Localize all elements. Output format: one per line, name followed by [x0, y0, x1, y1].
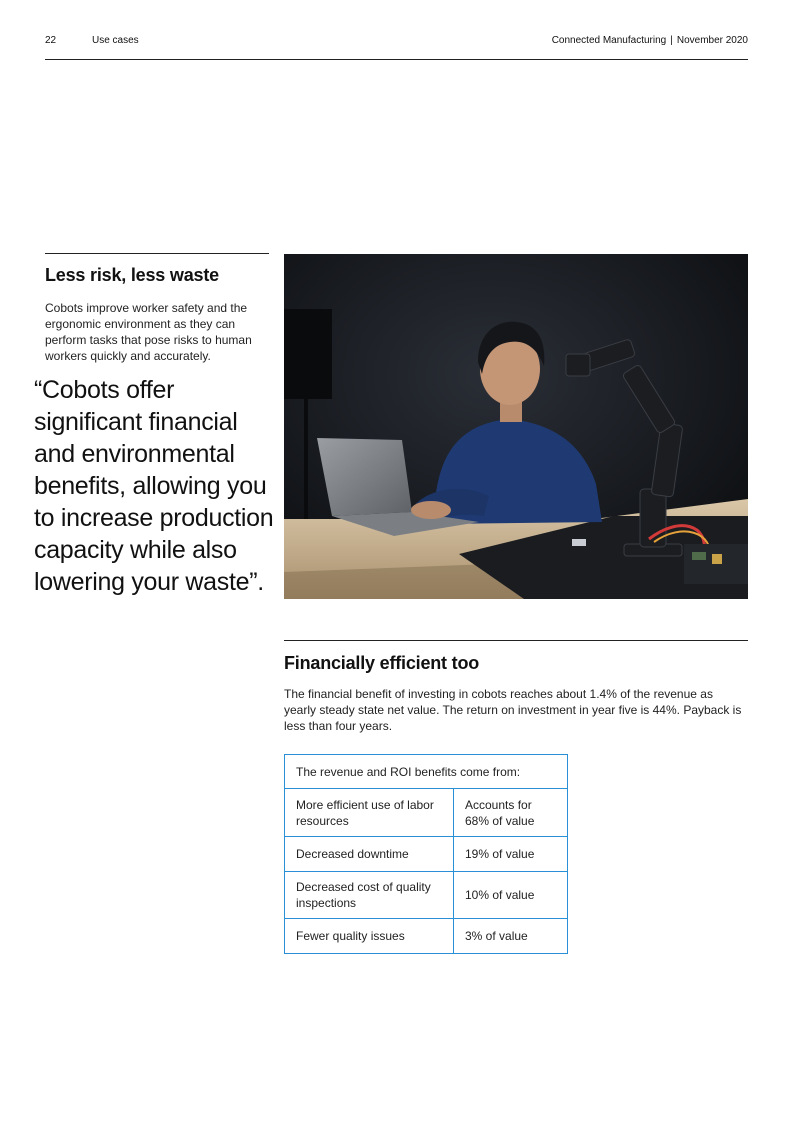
table-row	[285, 789, 568, 837]
right-section-body: The financial benefit of investing in cobots reaches about 1.4% of the revenue as yearly steady state net value. The return on investment in year five is 44%. Payback is less than four years.	[284, 687, 742, 733]
left-section-heading: Less risk, less waste	[45, 265, 219, 285]
table-header: The revenue and ROI benefits come from:	[285, 755, 568, 789]
benefit-value: 3% of value	[454, 919, 568, 954]
cobot-photo	[284, 254, 748, 599]
right-section-heading: Financially efficient too	[284, 653, 480, 673]
roi-benefits-table	[284, 754, 568, 954]
benefit-item: Decreased downtime	[285, 837, 454, 872]
right-section-divider	[284, 640, 748, 641]
page-number: 22	[45, 35, 57, 46]
left-section-body: Cobots improve worker safety and the ergonomic environment as they can perform tasks that pose risks to human workers quickly and accurately.	[45, 301, 252, 363]
pull-quote: “Cobots offer significant financial and environmental benefits, allowing you to increase production capacity while also lowering your waste”.	[34, 376, 274, 596]
table-row	[285, 837, 568, 872]
header-divider	[45, 59, 748, 60]
publication-title: Connected Manufacturing	[551, 35, 667, 46]
benefit-item: Fewer quality issues	[285, 919, 454, 954]
benefit-value: 10% of value	[454, 872, 568, 919]
table-row	[285, 919, 568, 954]
benefit-value: Accounts for 68% of value	[454, 789, 568, 837]
benefit-item: More efficient use of labor resources	[285, 789, 454, 837]
benefit-value: 19% of value	[454, 837, 568, 872]
table-row	[285, 872, 568, 919]
benefit-item: Decreased cost of quality inspections	[285, 872, 454, 919]
running-header	[552, 35, 748, 46]
left-section-divider	[45, 253, 269, 254]
header-separator: |	[670, 35, 673, 46]
section-label: Use cases	[92, 35, 139, 46]
publication-date: November 2020	[676, 35, 748, 46]
